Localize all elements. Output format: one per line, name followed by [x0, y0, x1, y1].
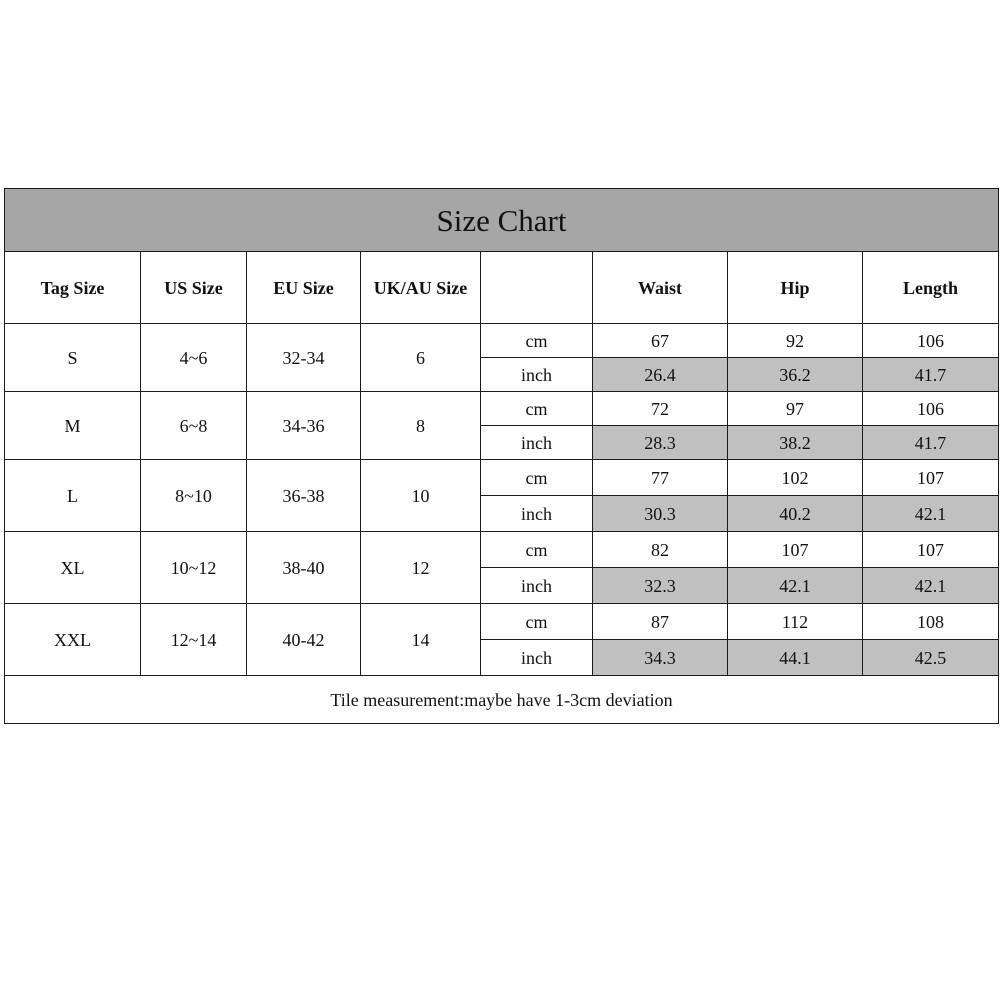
- header-waist: Waist: [593, 252, 728, 324]
- length-cm-cell: 107: [863, 532, 999, 568]
- header-us-size: US Size: [141, 252, 247, 324]
- length-cm-cell: 106: [863, 324, 999, 358]
- eu-size-cell: 34-36: [247, 392, 361, 460]
- waist-cm-cell: 72: [593, 392, 728, 426]
- hip-inch-cell: 40.2: [728, 496, 863, 532]
- us-size-cell: 8~10: [141, 460, 247, 532]
- header-hip: Hip: [728, 252, 863, 324]
- unit-inch-cell: inch: [481, 496, 593, 532]
- unit-cm-cell: cm: [481, 604, 593, 640]
- tag-size-cell: XXL: [5, 604, 141, 676]
- unit-inch-cell: inch: [481, 568, 593, 604]
- header-row: [5, 252, 999, 324]
- size-chart-title: Size Chart: [5, 189, 999, 252]
- waist-inch-cell: 30.3: [593, 496, 728, 532]
- us-size-cell: 12~14: [141, 604, 247, 676]
- hip-cm-cell: 97: [728, 392, 863, 426]
- hip-cm-cell: 92: [728, 324, 863, 358]
- note-row: [5, 676, 999, 724]
- unit-cm-cell: cm: [481, 532, 593, 568]
- us-size-cell: 10~12: [141, 532, 247, 604]
- unit-inch-cell: inch: [481, 358, 593, 392]
- header-uk-au-size: UK/AU Size: [361, 252, 481, 324]
- length-cm-cell: 106: [863, 392, 999, 426]
- eu-size-cell: 32-34: [247, 324, 361, 392]
- length-inch-cell: 42.1: [863, 568, 999, 604]
- hip-inch-cell: 36.2: [728, 358, 863, 392]
- eu-size-cell: 36-38: [247, 460, 361, 532]
- length-inch-cell: 41.7: [863, 426, 999, 460]
- hip-cm-cell: 107: [728, 532, 863, 568]
- header-length: Length: [863, 252, 999, 324]
- length-inch-cell: 41.7: [863, 358, 999, 392]
- length-inch-cell: 42.5: [863, 640, 999, 676]
- tag-size-cell: M: [5, 392, 141, 460]
- waist-inch-cell: 28.3: [593, 426, 728, 460]
- waist-inch-cell: 26.4: [593, 358, 728, 392]
- measurement-note: Tile measurement:maybe have 1-3cm deviation: [5, 676, 999, 724]
- us-size-cell: 4~6: [141, 324, 247, 392]
- unit-cm-cell: cm: [481, 392, 593, 426]
- uk-au-size-cell: 6: [361, 324, 481, 392]
- tag-size-cell: L: [5, 460, 141, 532]
- table-row: [5, 392, 999, 426]
- hip-cm-cell: 102: [728, 460, 863, 496]
- eu-size-cell: 38-40: [247, 532, 361, 604]
- us-size-cell: 6~8: [141, 392, 247, 460]
- hip-cm-cell: 112: [728, 604, 863, 640]
- header-tag-size: Tag Size: [5, 252, 141, 324]
- header-eu-size: EU Size: [247, 252, 361, 324]
- size-chart-table: [4, 188, 999, 724]
- waist-cm-cell: 82: [593, 532, 728, 568]
- waist-inch-cell: 32.3: [593, 568, 728, 604]
- table-row: [5, 460, 999, 496]
- unit-inch-cell: inch: [481, 426, 593, 460]
- uk-au-size-cell: 8: [361, 392, 481, 460]
- length-cm-cell: 108: [863, 604, 999, 640]
- header-unit: [481, 252, 593, 324]
- length-inch-cell: 42.1: [863, 496, 999, 532]
- unit-inch-cell: inch: [481, 640, 593, 676]
- tag-size-cell: S: [5, 324, 141, 392]
- hip-inch-cell: 44.1: [728, 640, 863, 676]
- waist-cm-cell: 67: [593, 324, 728, 358]
- waist-cm-cell: 87: [593, 604, 728, 640]
- uk-au-size-cell: 10: [361, 460, 481, 532]
- table-row: [5, 532, 999, 568]
- unit-cm-cell: cm: [481, 324, 593, 358]
- eu-size-cell: 40-42: [247, 604, 361, 676]
- hip-inch-cell: 42.1: [728, 568, 863, 604]
- hip-inch-cell: 38.2: [728, 426, 863, 460]
- waist-inch-cell: 34.3: [593, 640, 728, 676]
- unit-cm-cell: cm: [481, 460, 593, 496]
- table-row: [5, 324, 999, 358]
- waist-cm-cell: 77: [593, 460, 728, 496]
- table-row: [5, 604, 999, 640]
- uk-au-size-cell: 12: [361, 532, 481, 604]
- length-cm-cell: 107: [863, 460, 999, 496]
- uk-au-size-cell: 14: [361, 604, 481, 676]
- tag-size-cell: XL: [5, 532, 141, 604]
